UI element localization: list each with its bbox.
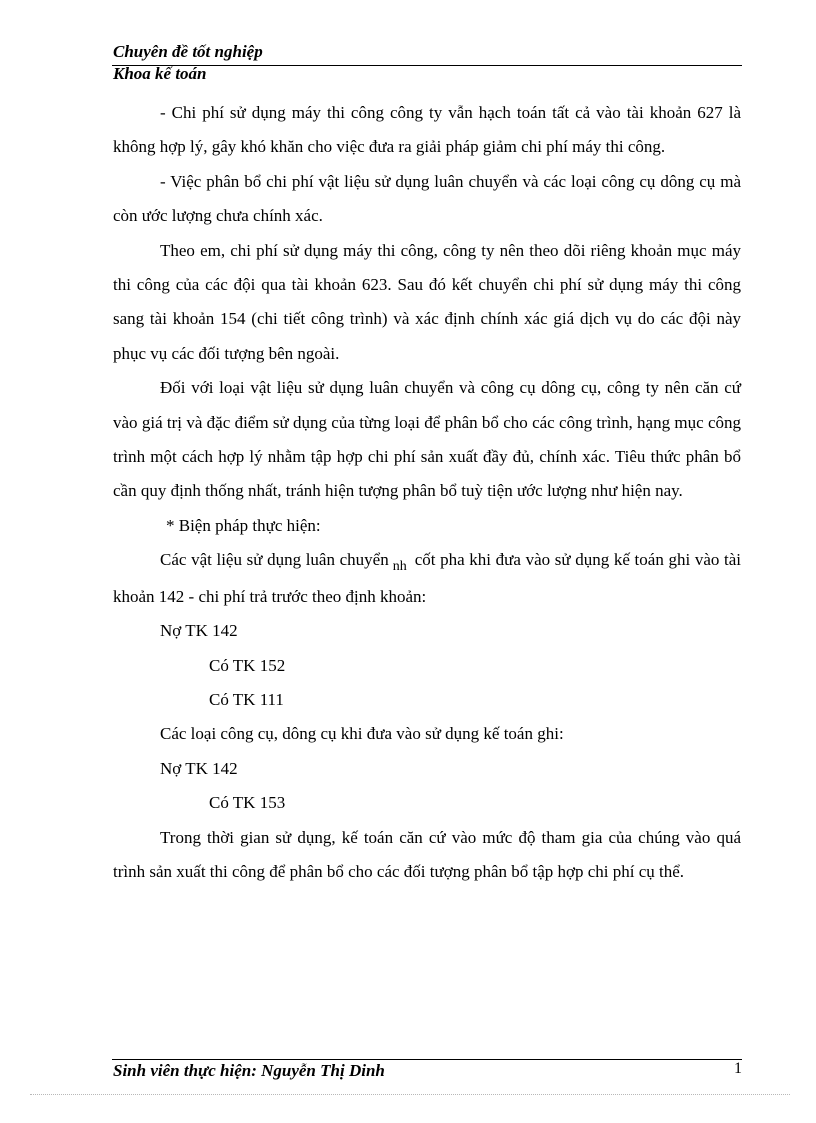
footer-rule <box>112 1059 742 1060</box>
page-number: 1 <box>734 1060 742 1077</box>
paragraph-6-part-b: cốt pha khi đưa vào sử dụng kế toán ghi vào tài khoản 142 - chi phí trả trước theo định khoản: <box>113 550 741 606</box>
entry-1-credit-1: Có TK 152 <box>209 655 286 675</box>
entry-2-debit: Nợ TK 142 <box>160 758 238 778</box>
paragraph-3: Theo em, chi phí sử dụng máy thi công, công ty nên theo dõi riêng khoản mục máy thi công của các đội qua tài khoản 623. Sau đó kết chuyển chi phí sử dụng máy thi công sang tài khoản 154 (chi tiết công trình) và xác định chính xác giá dịch vụ do các đội này phục vụ các đối tượng bên ngoài. <box>113 240 741 363</box>
entry-1-credit-2: Có TK 111 <box>209 689 284 709</box>
page-bottom-dotted-line <box>30 1094 790 1095</box>
header-title: Chuyên đề tốt nghiệp <box>113 42 263 61</box>
paragraph-6-subscript: nh <box>392 559 407 575</box>
paragraph-6-part-a: Các vật liệu sử dụng luân chuyển <box>160 550 389 570</box>
footer-student: Sinh viên thực hiện: Nguyễn Thị Dinh <box>113 1061 385 1080</box>
paragraph-7: Các loại công cụ, dông cụ khi đưa vào sử dụng kế toán ghi: <box>160 724 564 744</box>
paragraph-5: * Biện pháp thực hiện: <box>166 515 321 535</box>
paragraph-8: Trong thời gian sử dụng, kế toán căn cứ vào mức độ tham gia của chúng vào quá trình sản xuất thi công để phân bổ cho các đối tượng phân bổ tập hợp chi phí cụ thể. <box>113 827 741 881</box>
entry-1-debit: Nợ TK 142 <box>160 621 238 641</box>
paragraph-4: Đối với loại vật liệu sử dụng luân chuyển và công cụ dông cụ, công ty nên căn cứ vào giá trị và đặc điểm sử dụng của từng loại để phân bổ cho các công trình, hạng mục công trình một cách hợp lý nhằm tập hợp chi phí sản xuất đầy đủ, chính xác. Tiêu thức phân bổ cần quy định thống nhất, tránh hiện tượng phân bổ tuỳ tiện ước lượng như hiện nay. <box>113 378 741 501</box>
paragraph-6 <box>113 543 741 614</box>
paragraph-1: - Chi phí sử dụng máy thi công công ty vẫn hạch toán tất cả vào tài khoản 627 là không hợp lý, gây khó khăn cho việc đưa ra giải pháp giảm chi phí máy thi công. <box>113 103 741 157</box>
entry-2-credit: Có TK 153 <box>209 793 286 813</box>
document-body <box>113 96 741 889</box>
header-department: Khoa kế toán <box>113 64 207 83</box>
paragraph-2: - Việc phân bổ chi phí vật liệu sử dụng luân chuyển và các loại công cụ dông cụ mà còn ước lượng chưa chính xác. <box>113 171 741 226</box>
